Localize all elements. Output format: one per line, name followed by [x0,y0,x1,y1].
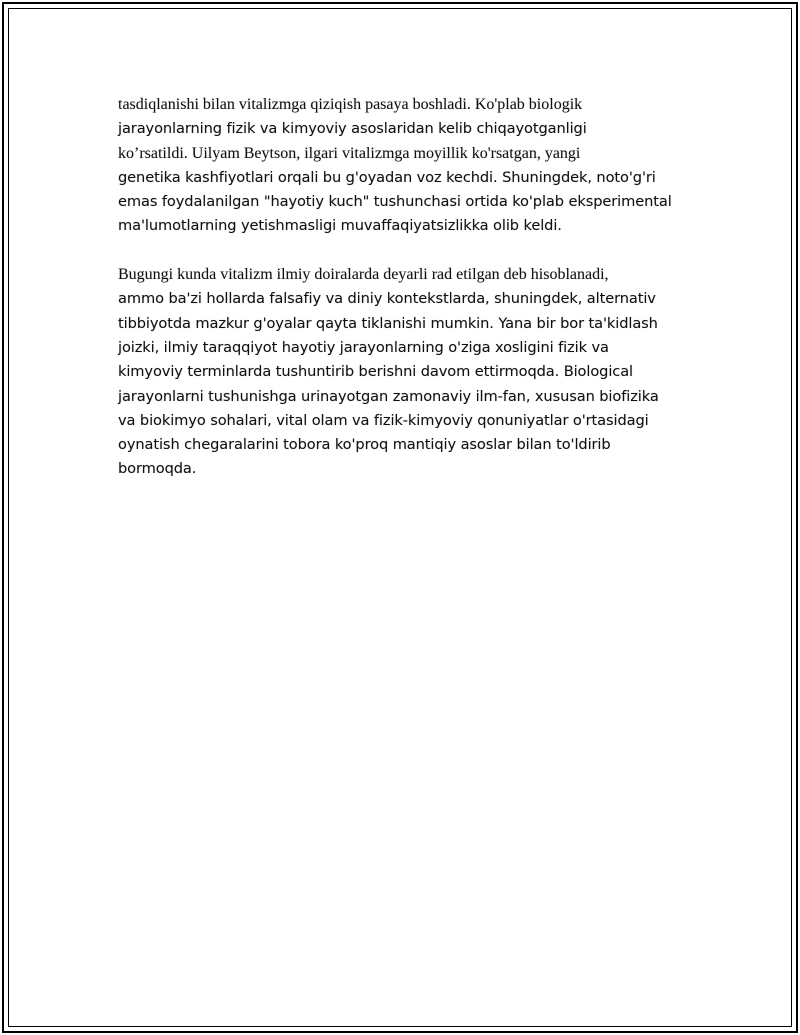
text-line: ammo ba'zi hollarda falsafiy va diniy kontekstlarda, shuningdek, alternativ [118,290,656,308]
paragraph-spacer [118,239,688,263]
text-line: tibbiyotda mazkur g'oyalar qayta tiklanishi mumkin. Yana bir bor ta'kidlash [118,314,658,332]
text-line: va biokimyo sohalari, vital olam va fizik-kimyoviy qonuniyatlar o'rtasidagi [118,411,649,429]
text-line: bormoqda. [118,460,197,478]
text-line: tasdiqlanishi bilan vitalizmga qiziqish pasaya boshladi. Ko'plab biologik [118,96,583,113]
text-line: jarayonlarning fizik va kimyoviy asoslaridan kelib chiqayotganligi [118,120,587,138]
text-line: kimyoviy terminlarda tushuntirib berishni davom ettirmoqda. Biological [118,363,634,381]
text-line: emas foydalanilgan "hayotiy kuch" tushunchasi ortida ko'plab eksperimental [118,193,672,211]
text-line: ma'lumotlarning yetishmasligi muvaffaqiyatsizlikka olib keldi. [118,217,562,235]
document-body [118,93,688,482]
paragraph [118,93,688,239]
text-line: joizki, ilmiy taraqqiyot hayotiy jarayonlarning o'ziga xosligini fizik va [118,338,609,356]
text-line: genetika kashfiyotlari orqali bu g'oyadan voz kechdi. Shuningdek, noto'g'ri [118,168,656,186]
text-line: Bugungi kunda vitalizm ilmiy doiralarda deyarli rad etilgan deb hisoblanadi, [118,266,609,284]
text-line: ko’rsatildi. Uilyam Beytson, ilgari vitalizmga moyillik ko'rsatgan, yangi [118,144,581,162]
paragraph [118,263,688,482]
text-line: oynatish chegaralarini tobora ko'proq mantiqiy asoslar bilan to'ldirib [118,436,611,454]
text-line: jarayonlarni tushunishga urinayotgan zamonaviy ilm-fan, xususan biofizika [118,387,659,405]
